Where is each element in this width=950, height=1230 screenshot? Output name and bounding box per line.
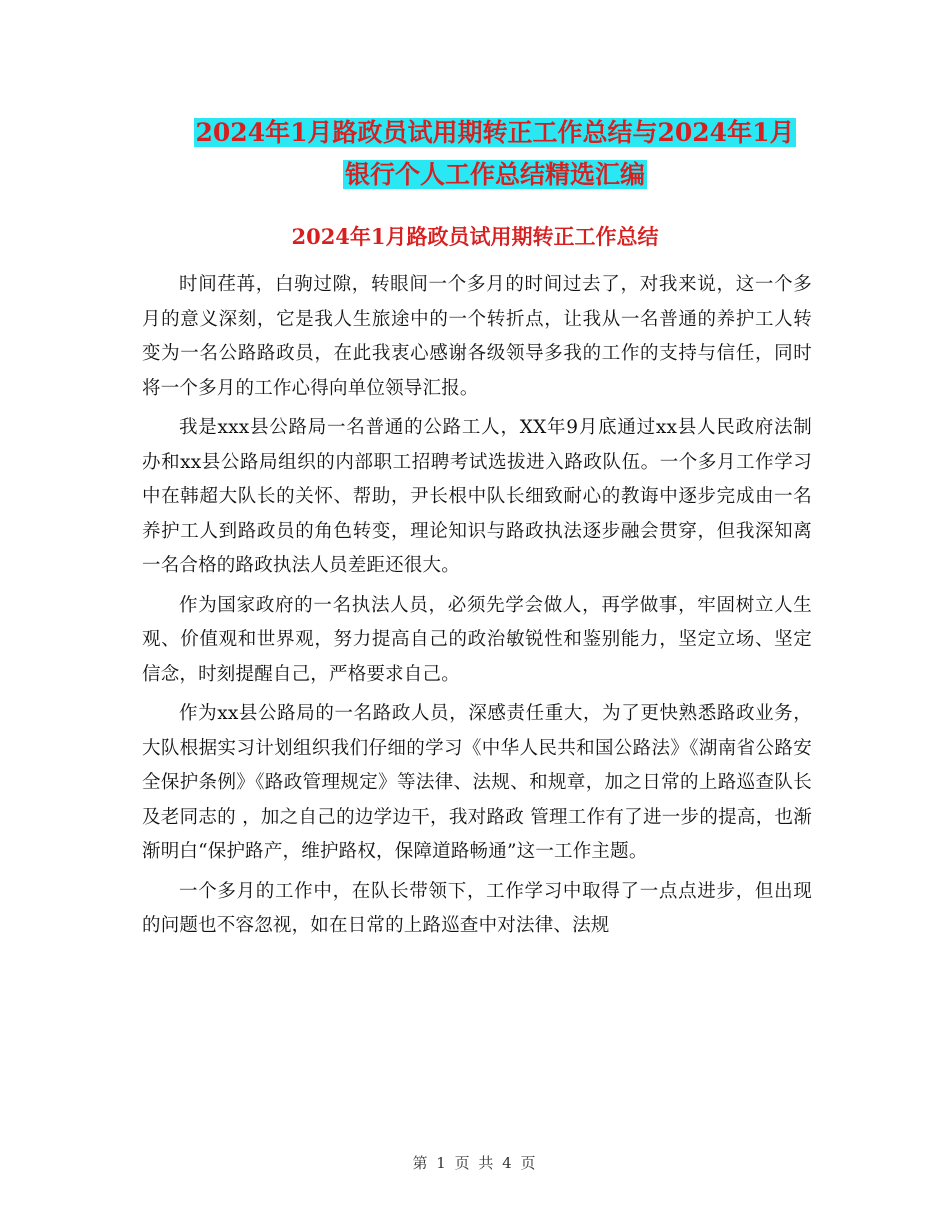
- document-title-line-1: [100, 112, 890, 154]
- paragraph: 一个多月的工作中，在队长带领下，工作学习中取得了一点点进步，但出现的问题也不容忽视，如在日常的上路巡查中对法律、法规: [142, 880, 812, 936]
- paragraph: 作为国家政府的一名执法人员，必须先学会做人，再学做事，牢固树立人生观、价值观和世界观，努力提高自己的政治敏锐性和鉴别能力，坚定立场、坚定信念，时刻提醒自己，严格要求自己。: [142, 594, 812, 685]
- document-body: [142, 268, 812, 949]
- section-title: 2024年1月路政员试用期转正工作总结: [291, 224, 659, 249]
- paragraph: 作为xx县公路局的一名路政人员，深感责任重大，为了更快熟悉路政业务，大队根据实习计划组织我们仔细的学习《中华人民共和国公路法》《湖南省公路安全保护条例》《路政管理规定》等法律、法规、和规章，加之日常的上路巡查队长及老同志的 ，加之自己的边学边干，我对路政 管理工作有了进一步的提高，也渐渐明白“保护路产，维护路权，保障道路畅通”这一工作主题。: [142, 703, 812, 862]
- title-highlight: 2024年1月路政员试用期转正工作总结与2024年1月: [195, 118, 795, 147]
- paragraph: 我是xxx县公路局一名普通的公路工人，XX年9月底通过xx县人民政府法制办和xx县公路局组织的内部职工招聘考试选拔进入路政队伍。一个多月工作学习中在韩超大队长的关怀、帮助，尹长根中队长细致耐心的教诲中逐步完成由一名养护工人到路政员的角色转变，理论知识与路政执法逐步融会贯穿，但我深知离一名合格的路政执法人员差距还很大。: [142, 417, 812, 576]
- document-title-line-2: [100, 154, 890, 196]
- page-footer: 第 1 页 共 4 页: [412, 1154, 538, 1172]
- document-title: [100, 112, 890, 196]
- paragraph: 时间荏苒，白驹过隙，转眼间一个多月的时间过去了，对我来说，这一个多月的意义深刻，它是我人生旅途中的一个转折点，让我从一名普通的养护工人转变为一名公路路政员，在此我衷心感谢各级领导多我的工作的支持与信任，同时将一个多月的工作心得向单位领导汇报。: [142, 274, 812, 399]
- title-highlight: 银行个人工作总结精选汇编: [344, 160, 645, 189]
